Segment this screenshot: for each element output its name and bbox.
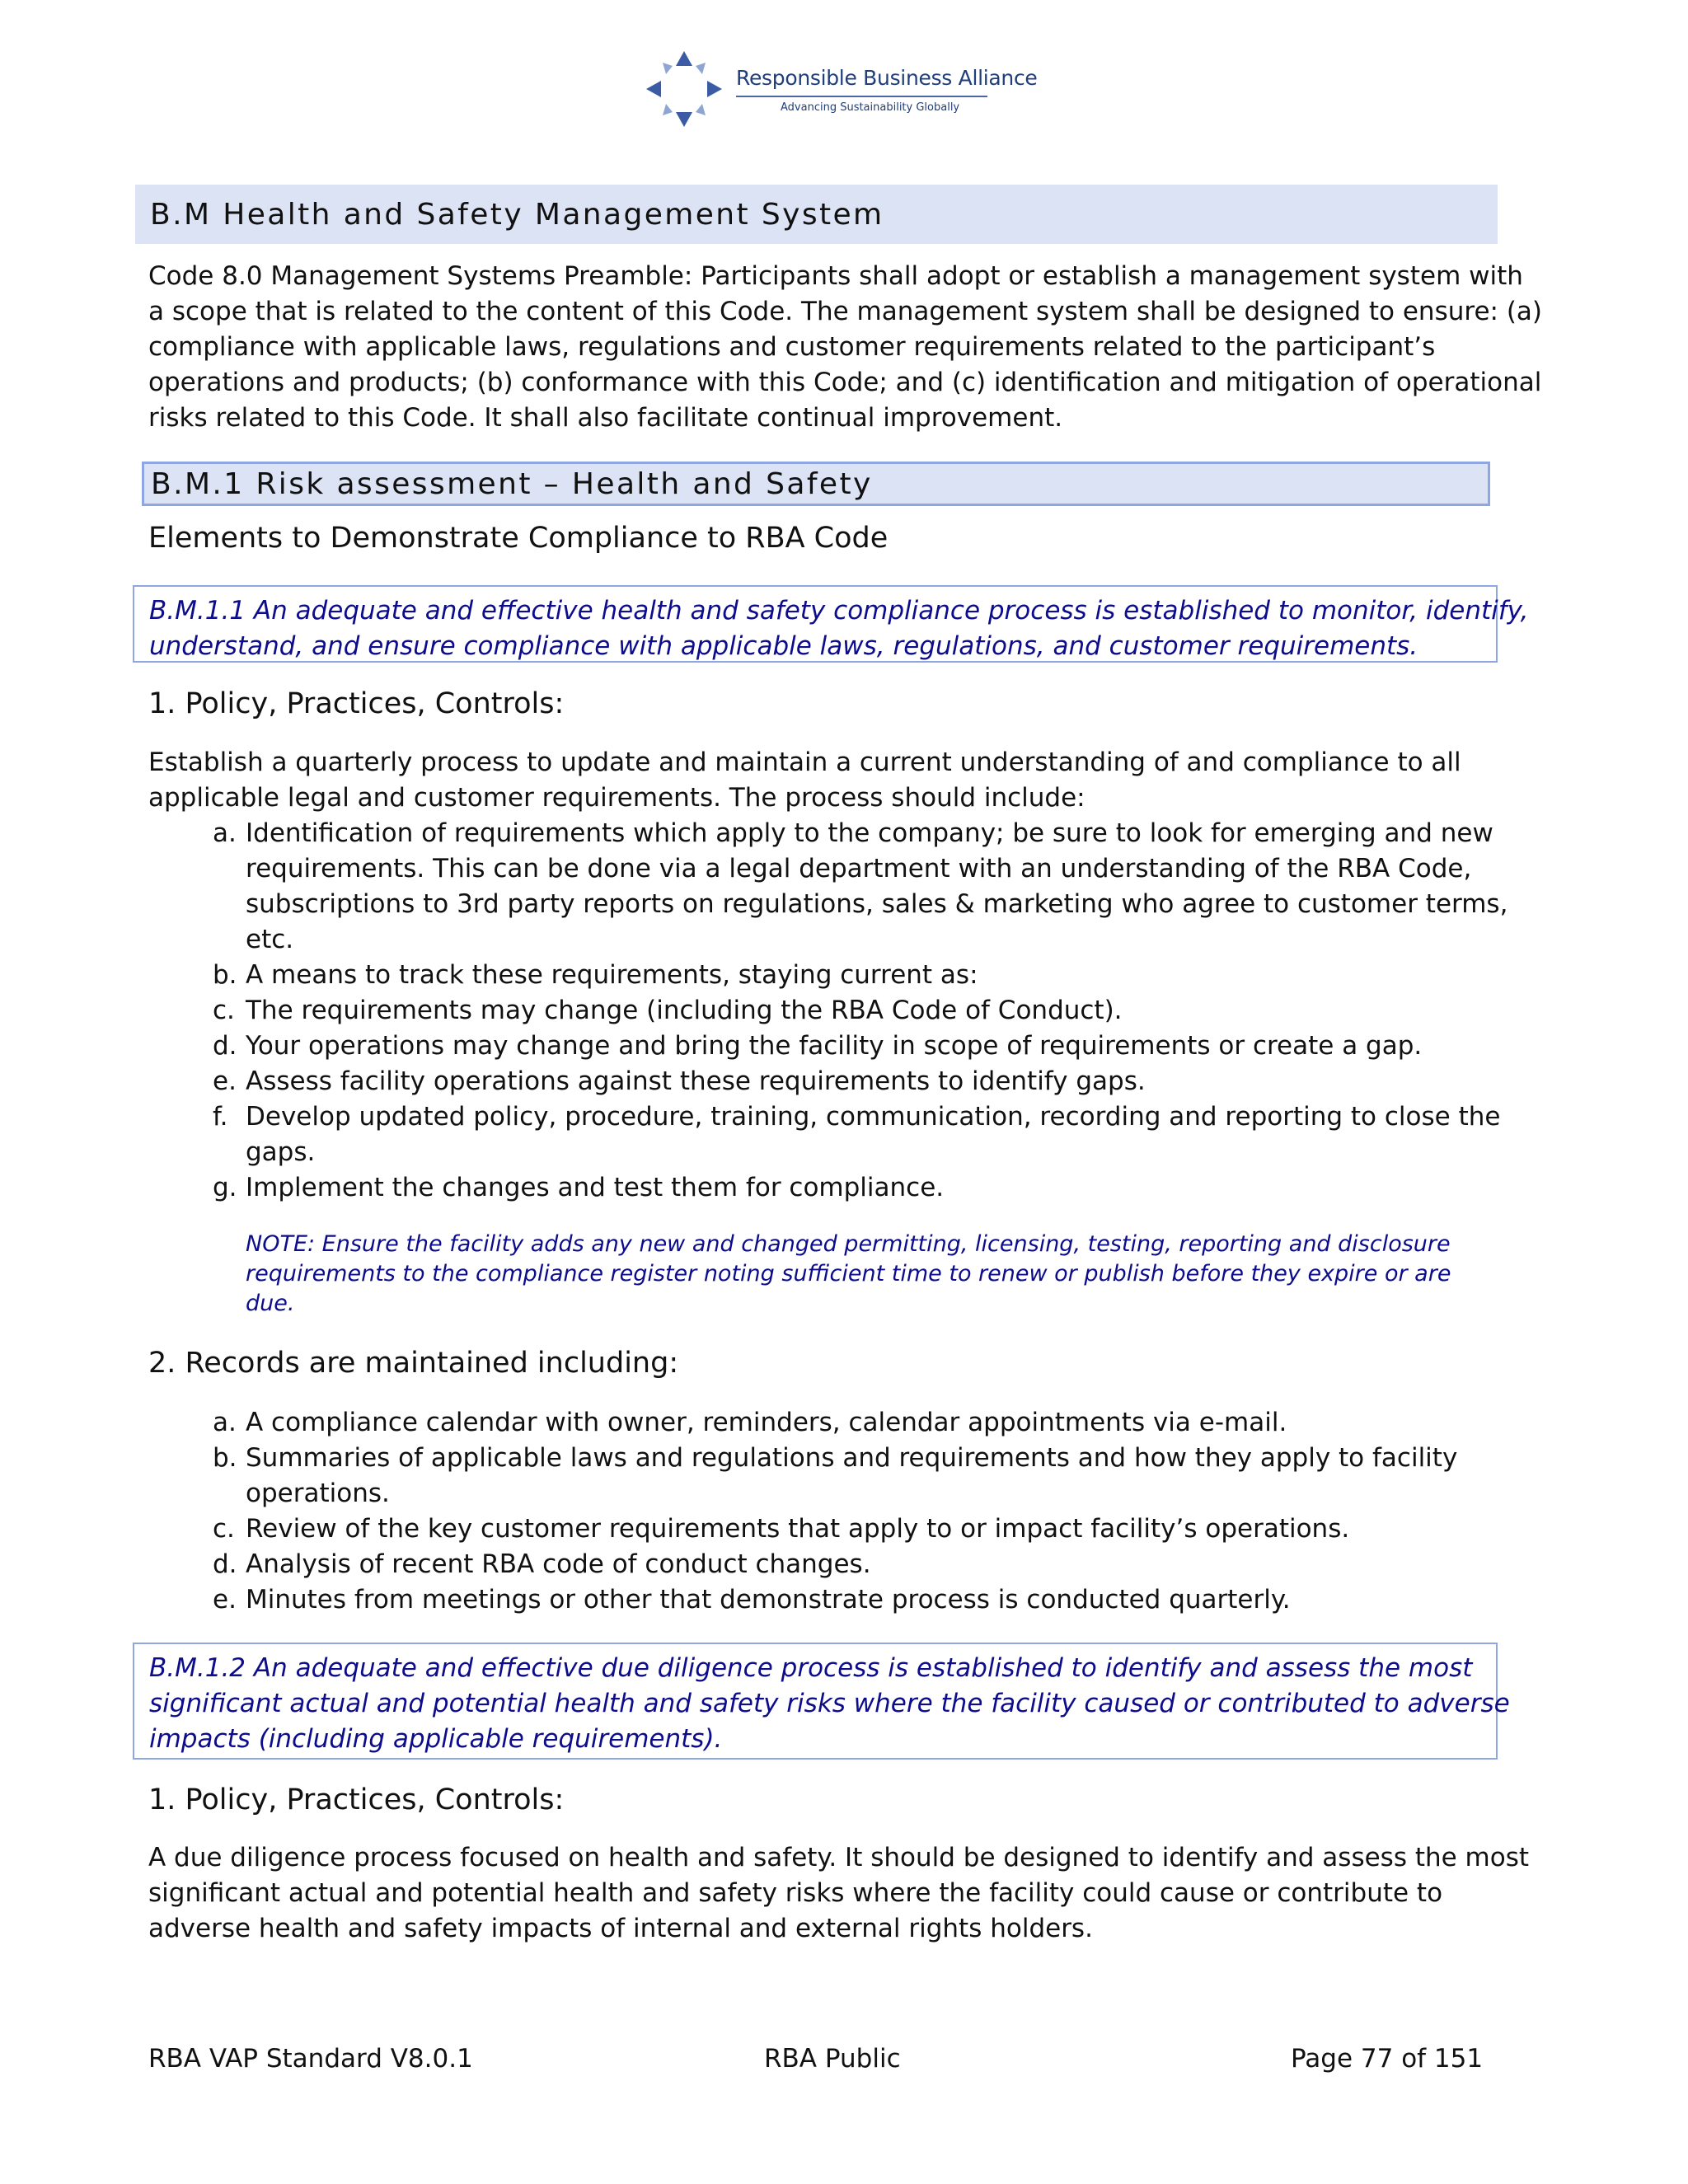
list-line: The requirements may change (including the RBA Code of Conduct). bbox=[246, 996, 1123, 1025]
list-marker: d. bbox=[213, 1549, 237, 1579]
intro-line: Establish a quarterly process to update and maintain a current understanding of and compliance to all bbox=[148, 748, 1461, 777]
section-heading: B.M Health and Safety Management System bbox=[135, 185, 1498, 244]
list-item bbox=[148, 958, 1500, 993]
preamble-line: a scope that is related to the content of this Code. The management system shall be designed to ensure: (a) bbox=[148, 297, 1542, 326]
policy-heading-2: 1. Policy, Practices, Controls: bbox=[148, 1783, 565, 1816]
list-item bbox=[148, 1547, 1500, 1582]
footer-doc-title: RBA VAP Standard V8.0.1 bbox=[148, 2044, 473, 2074]
list-line: Review of the key customer requirements that apply to or impact facility’s operations. bbox=[246, 1514, 1350, 1544]
preamble-line: risks related to this Code. It shall also facilitate continual improvement. bbox=[148, 403, 1063, 433]
logo-divider bbox=[736, 96, 987, 97]
list-item bbox=[148, 1405, 1500, 1441]
list-marker: c. bbox=[213, 996, 235, 1025]
list-line: Your operations may change and bring the facility in scope of requirements or create a gap. bbox=[246, 1031, 1423, 1061]
rba-logo bbox=[643, 49, 1038, 132]
list-line: Implement the changes and test them for compliance. bbox=[246, 1173, 945, 1202]
list-line: requirements. This can be done via a legal department with an understanding of the RBA Code, bbox=[246, 854, 1472, 883]
preamble-line: Code 8.0 Management Systems Preamble: Participants shall adopt or establish a management system with bbox=[148, 261, 1523, 291]
list-item bbox=[148, 816, 1508, 958]
requirement-line: understand, and ensure compliance with applicable laws, regulations, and customer requirements. bbox=[149, 631, 1418, 661]
requirement-box-2 bbox=[133, 1643, 1510, 1760]
list-line: Identification of requirements which apply to the company; be sure to look for emerging and new bbox=[246, 818, 1493, 848]
records-heading: 2. Records are maintained including: bbox=[148, 1347, 679, 1380]
body-line: adverse health and safety impacts of internal and external rights holders. bbox=[148, 1914, 1093, 1943]
list-line: Assess facility operations against these requirements to identify gaps. bbox=[246, 1066, 1146, 1096]
list-line: A means to track these requirements, staying current as: bbox=[246, 960, 978, 990]
body-line: significant actual and potential health and safety risks where the facility could cause or contribute to bbox=[148, 1878, 1443, 1908]
requirement-box-1 bbox=[133, 585, 1529, 663]
list-line: Analysis of recent RBA code of conduct changes. bbox=[246, 1549, 871, 1579]
list-line: A compliance calendar with owner, reminders, calendar appointments via e-mail. bbox=[246, 1408, 1287, 1437]
requirement-line: impacts (including applicable requirements). bbox=[149, 1724, 723, 1754]
list-line: Develop updated policy, procedure, training, communication, recording and reporting to close the bbox=[246, 1102, 1501, 1132]
requirement-line: B.M.1.1 An adequate and effective health and safety compliance process is established to monitor, identify, bbox=[149, 596, 1529, 626]
list-item bbox=[148, 1441, 1500, 1511]
elements-heading: Elements to Demonstrate Compliance to RBA Code bbox=[148, 522, 889, 555]
preamble-line: operations and products; (b) conformance with this Code; and (c) identification and mitigation of operational bbox=[148, 368, 1542, 397]
rba-compass-icon bbox=[643, 49, 725, 132]
list-item bbox=[148, 1029, 1500, 1064]
list-marker: c. bbox=[213, 1514, 235, 1544]
list-marker: a. bbox=[213, 818, 237, 848]
preamble bbox=[148, 259, 1542, 436]
list-line: etc. bbox=[246, 925, 294, 954]
list-item bbox=[148, 993, 1500, 1029]
note-line: requirements to the compliance register noting sufficient time to renew or publish before they expire or are bbox=[246, 1261, 1451, 1286]
list-item bbox=[148, 1511, 1500, 1547]
logo-tagline: Advancing Sustainability Globally bbox=[781, 101, 960, 114]
list-item bbox=[148, 1099, 1500, 1170]
note-line: due. bbox=[246, 1291, 295, 1316]
intro-line: applicable legal and customer requirements. The process should include: bbox=[148, 783, 1085, 813]
list-line: gaps. bbox=[246, 1137, 316, 1167]
process-list bbox=[148, 816, 1508, 1206]
list-item bbox=[148, 1064, 1500, 1099]
list-marker: f. bbox=[213, 1102, 228, 1132]
body-line: A due diligence process focused on health and safety. It should be designed to identify and assess the most bbox=[148, 1843, 1530, 1872]
list-marker: d. bbox=[213, 1031, 237, 1061]
list-marker: b. bbox=[213, 960, 237, 990]
footer-classification: RBA Public bbox=[764, 2044, 901, 2074]
logo-name: Responsible Business Alliance bbox=[736, 66, 1038, 90]
process-intro bbox=[148, 745, 1461, 816]
requirement-line: significant actual and potential health and safety risks where the facility caused or contributed to adverse bbox=[149, 1689, 1510, 1718]
preamble-line: compliance with applicable laws, regulations and customer requirements related to the participant’s bbox=[148, 332, 1436, 362]
list-marker: g. bbox=[213, 1173, 237, 1202]
list-item bbox=[148, 1170, 1500, 1206]
list-marker: b. bbox=[213, 1443, 237, 1473]
subsection-heading: B.M.1 Risk assessment – Health and Safety bbox=[142, 462, 1490, 506]
list-item bbox=[148, 1582, 1500, 1618]
list-marker: a. bbox=[213, 1408, 237, 1437]
policy-heading-1: 1. Policy, Practices, Controls: bbox=[148, 687, 565, 720]
footer-page-number: Page 77 of 151 bbox=[1291, 2044, 1484, 2074]
records-list bbox=[148, 1405, 1500, 1618]
requirement-line: B.M.1.2 An adequate and effective due diligence process is established to identify and assess the most bbox=[149, 1653, 1473, 1683]
list-line: subscriptions to 3rd party reports on regulations, sales & marketing who agree to customer terms, bbox=[246, 889, 1508, 919]
list-line: Summaries of applicable laws and regulations and requirements and how they apply to facility bbox=[246, 1443, 1458, 1473]
list-line: operations. bbox=[246, 1479, 390, 1508]
note-line: NOTE: Ensure the facility adds any new and changed permitting, licensing, testing, reporting and disclosure bbox=[246, 1231, 1451, 1257]
list-marker: e. bbox=[213, 1066, 237, 1096]
due-diligence-body bbox=[148, 1840, 1529, 1947]
list-marker: e. bbox=[213, 1585, 237, 1615]
compliance-note bbox=[246, 1230, 1451, 1319]
list-line: Minutes from meetings or other that demonstrate process is conducted quarterly. bbox=[246, 1585, 1291, 1615]
